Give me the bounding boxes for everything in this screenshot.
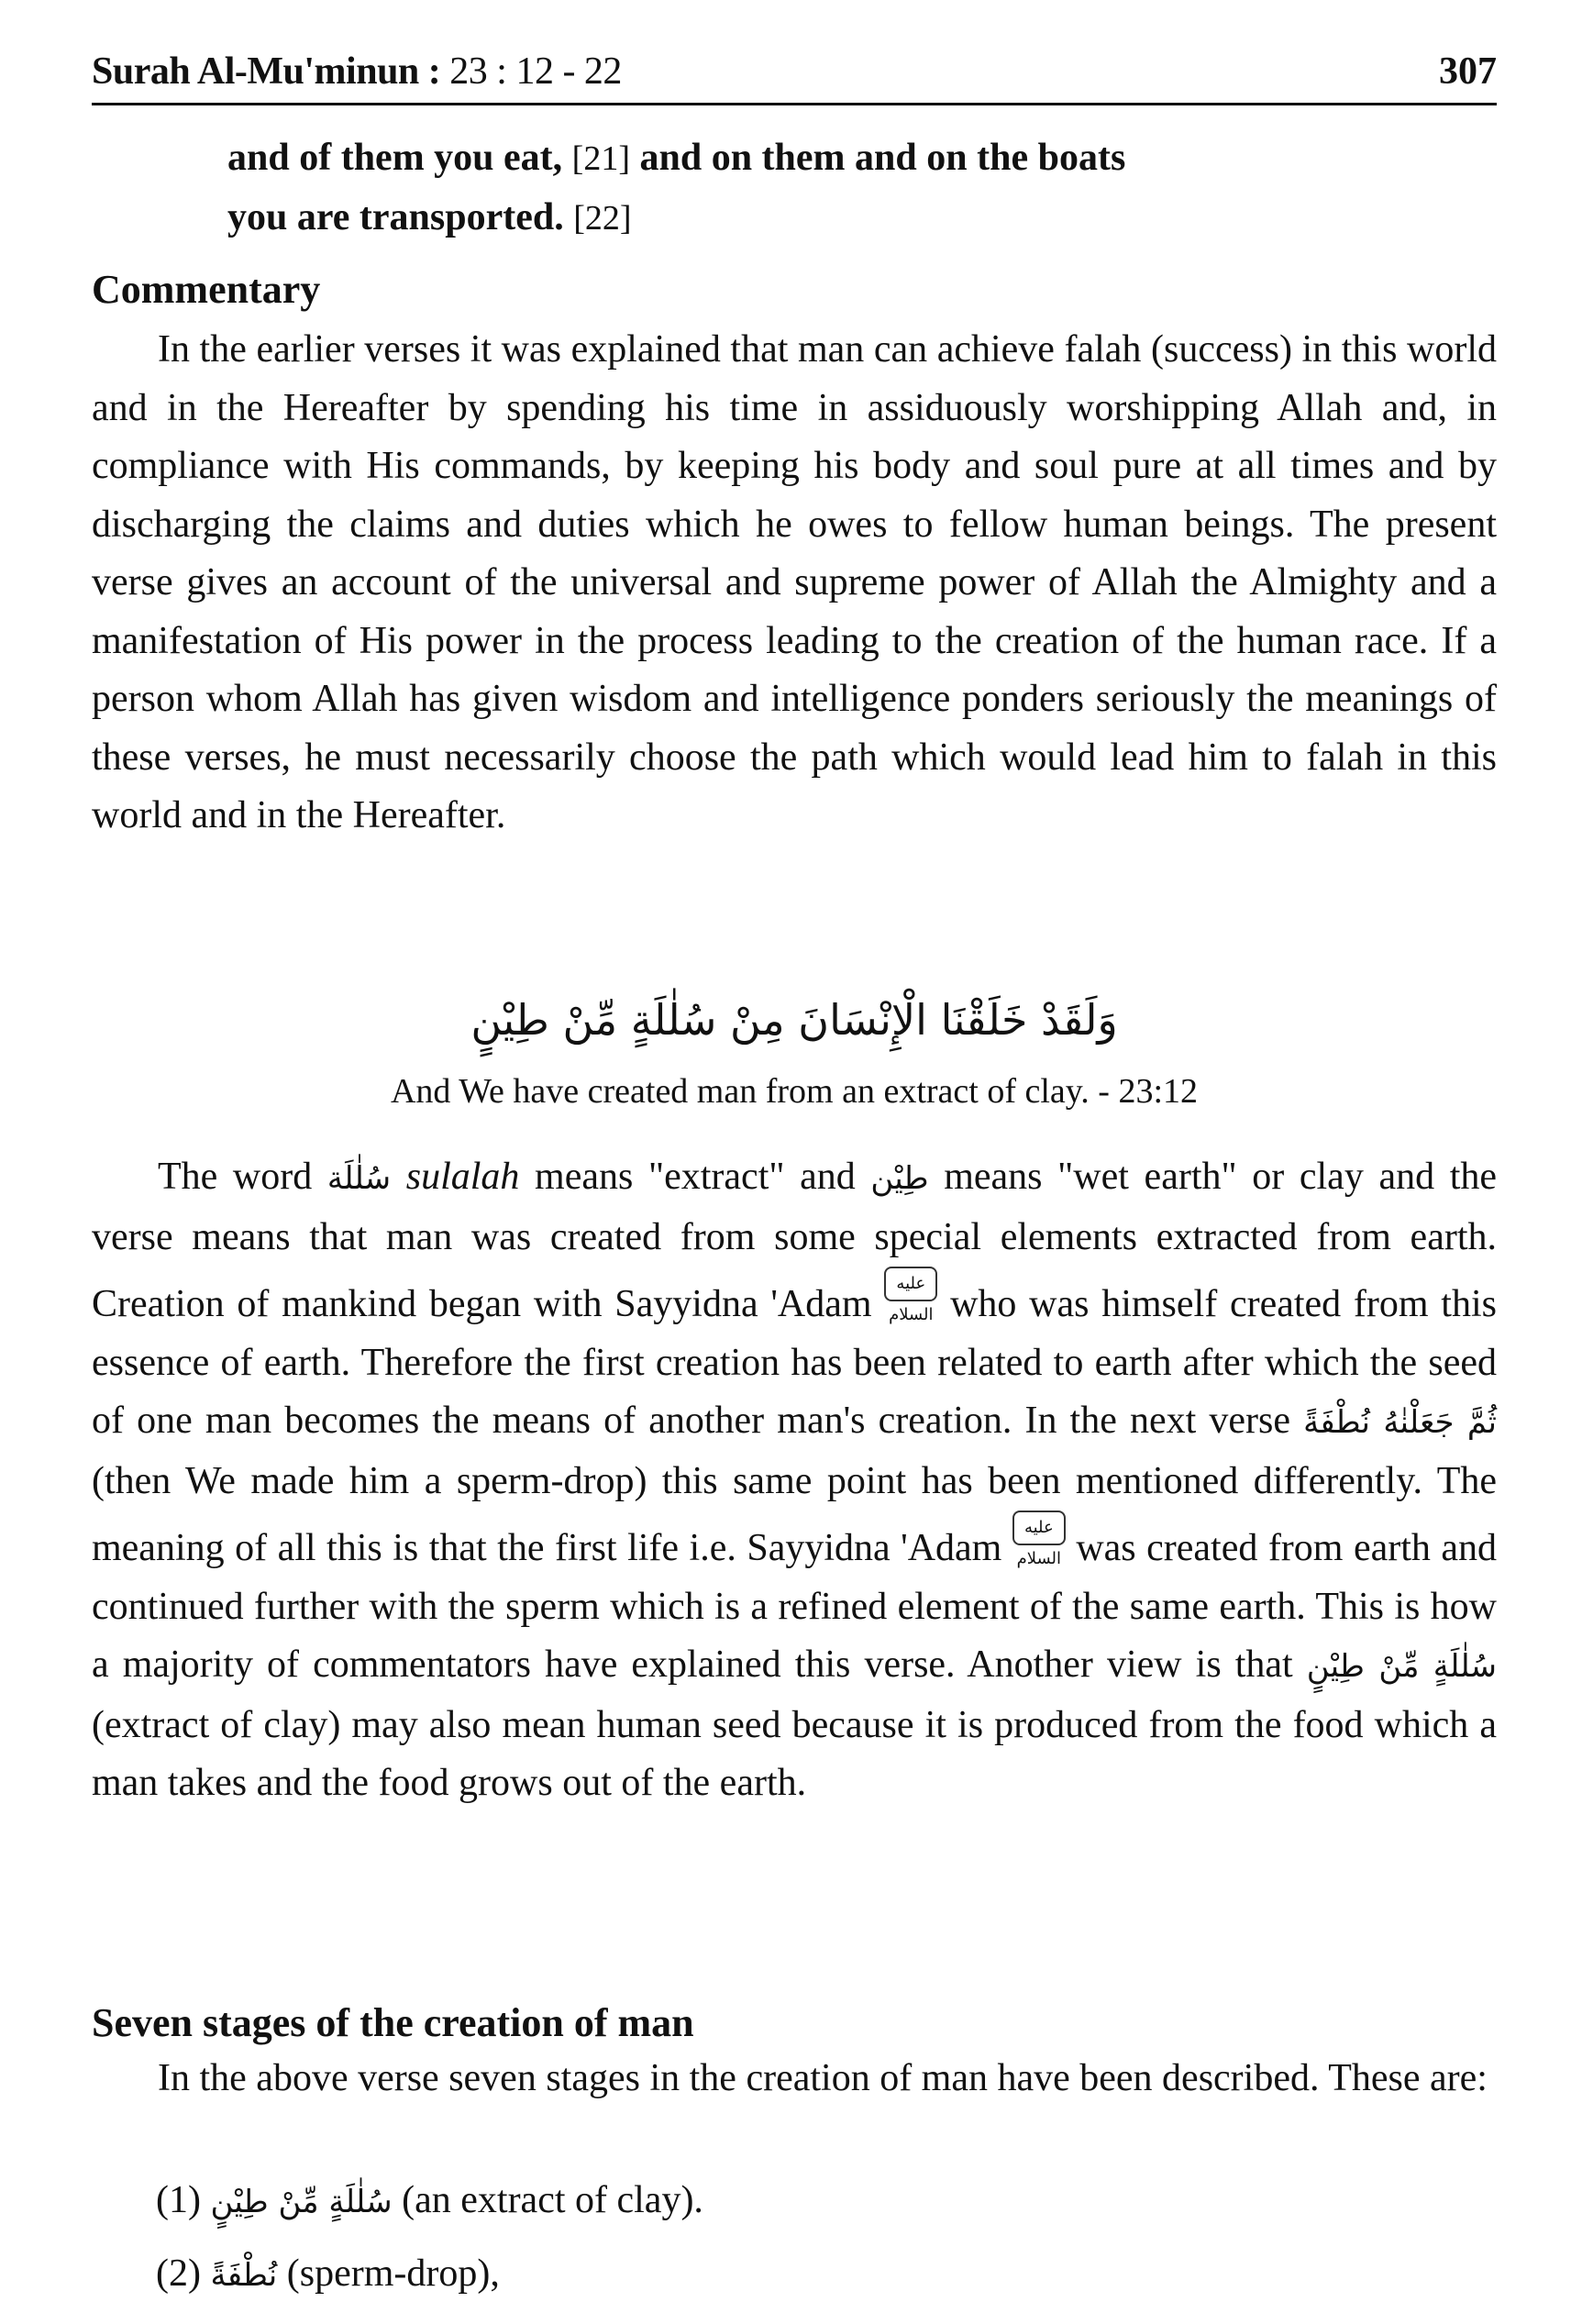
- paragraph-text: (then We made him a sperm-drop) this same point has been mentioned differently. The meaning of all this is that the first life i.e. Sayyidna 'Adam: [92, 1459, 1497, 1569]
- arabic-word: نُطْفَةً: [210, 2257, 278, 2294]
- stages-intro: [92, 2050, 1497, 2108]
- verse-number: [21]: [571, 139, 630, 178]
- honorific-seal-icon: عليه السلام: [1012, 1511, 1066, 1545]
- item-text: (sperm-drop),: [286, 2252, 500, 2295]
- header-reference: 23 : 12 - 22: [449, 50, 622, 93]
- header-surah-name: Surah Al-Mu'minun :: [92, 50, 441, 93]
- paragraph-text: In the earlier verses it was explained that man can achieve falah (success) in this world and in the Hereafter by spending his time in assiduously worshipping Allah and, in compliance with His commands, by keeping his body and soul pure at all times and by discharging the claims and duties which he owes to fellow human beings. The present verse gives an account of the universal and supreme power of Allah the Almighty and a manifestation of His power in the process leading to the creation of the human race. If a person whom Allah has given wisdom and intelligence ponders seriously the meanings of these verses, he must necessarily choose the path which would lead him to falah in this world and in the Hereafter.: [92, 328, 1497, 836]
- item-number: (1): [156, 2179, 201, 2221]
- arabic-verse: وَلَقَدْ خَلَقْنَا الْإِنْسَانَ مِنْ سُلٰلَةٍ مِّنْ طِيْنٍ: [470, 995, 1118, 1045]
- header-title: [92, 50, 622, 94]
- verse-text: and of them you eat,: [227, 137, 563, 179]
- verse-text: and on them and on the boats: [639, 137, 1126, 179]
- paragraph-text: was created from earth and continued further with the sperm which is a refined element of the same earth. This is how a majority of commentators have explained this verse. Another view is that: [92, 1527, 1498, 1686]
- paragraph-text: means "wet earth" or clay and the verse means that man was created from some special elements extracted from earth. Creation of mankind began with Sayyidna 'Adam: [92, 1156, 1498, 1325]
- transliteration: sulalah: [405, 1156, 520, 1198]
- page-number: 307: [1439, 50, 1497, 93]
- arabic-phrase: سُلٰلَةٍ مِّنْ طِيْنٍ: [1306, 1648, 1498, 1685]
- paragraph-text: In the above verse seven stages in the creation of man have been described. These are:: [158, 2057, 1488, 2099]
- verse-text: you are transported.: [227, 196, 564, 238]
- item-number: (2): [156, 2252, 201, 2295]
- verse-translation-caption: And We have created man from an extract of clay. - 23:12: [390, 1072, 1199, 1111]
- arabic-word: طِيْن: [870, 1160, 929, 1197]
- commentary-heading: Commentary: [92, 267, 321, 312]
- list-item: [156, 2178, 703, 2222]
- running-header: [92, 44, 1497, 105]
- arabic-word: سُلٰلَة: [326, 1160, 392, 1197]
- paragraph-text: means "extract" and: [535, 1156, 856, 1198]
- sulalah-paragraph: [92, 1148, 1497, 1813]
- list-item: [156, 2252, 500, 2296]
- paragraph-text: (extract of clay) may also mean human seed because it is produced from the food which a man takes and the food grows out of the earth.: [92, 1703, 1497, 1804]
- section-heading: Seven stages of the creation of man: [92, 2000, 694, 2045]
- honorific-seal-icon: عليه السلام: [884, 1267, 937, 1301]
- paragraph-text: The word: [158, 1156, 313, 1198]
- commentary-paragraph: [92, 321, 1497, 846]
- verse-number: [22]: [573, 199, 632, 238]
- verse-translation-intro: [227, 128, 1456, 248]
- item-text: (an extract of clay).: [402, 2179, 703, 2221]
- paragraph-text: who was himself created from this essence of earth. Therefore the first creation has been related to earth after which the seed of one man becomes the means of another man's creation. In the next verse: [92, 1283, 1497, 1442]
- arabic-phrase: ثُمَّ جَعَلْنٰهُ نُطْفَةً: [1303, 1404, 1497, 1441]
- arabic-phrase: سُلٰلَةٍ مِّنْ طِيْنٍ: [210, 2184, 393, 2220]
